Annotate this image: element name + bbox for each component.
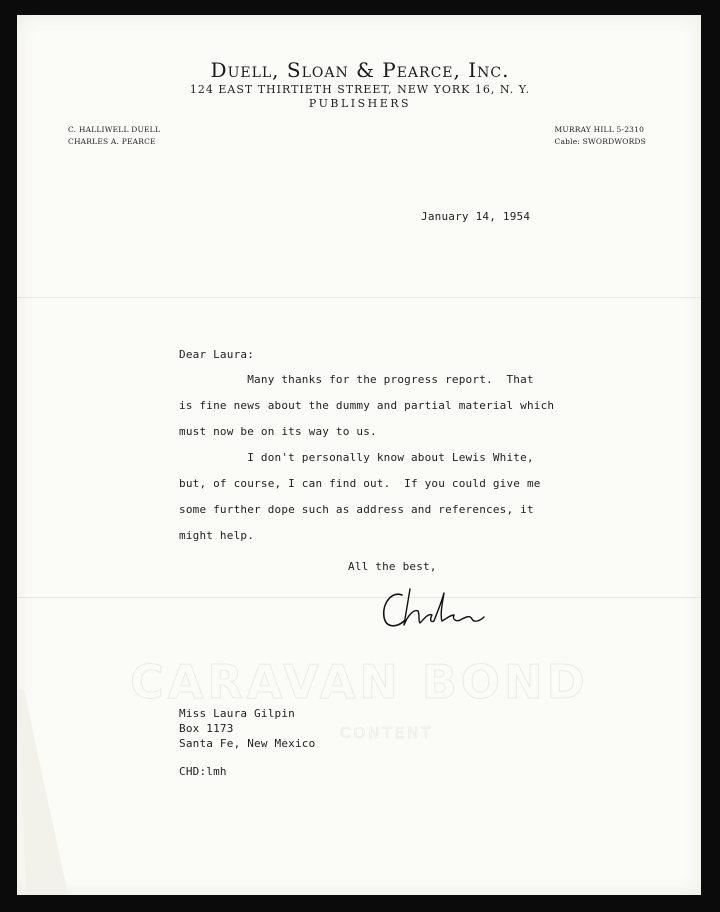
body-line: Many thanks for the progress report. That xyxy=(179,373,534,386)
letter-date: January 14, 1954 xyxy=(421,210,531,223)
closing: All the best, xyxy=(348,560,437,573)
recipient-line: Box 1173 xyxy=(179,722,234,735)
body-line: is fine news about the dummy and partial material which xyxy=(179,399,555,412)
letter-body xyxy=(179,373,579,555)
body-line: I don't personally know about Lewis White, xyxy=(179,451,534,464)
salutation: Dear Laura: xyxy=(179,348,255,361)
reference-initials: CHD:lmh xyxy=(179,765,227,778)
officer-name: CHARLES A. PEARCE xyxy=(68,137,156,146)
body-line: some further dope such as address and references, it xyxy=(179,503,534,516)
fold-line-upper xyxy=(17,297,701,298)
recipient-address xyxy=(179,706,315,751)
officers-list xyxy=(68,124,160,148)
phone-number: MURRAY HILL 5-2310 xyxy=(554,125,645,134)
fold-line-lower xyxy=(17,597,701,598)
body-line: might help. xyxy=(179,529,255,542)
company-name: Duell, Sloan & Pearce, Inc. xyxy=(210,58,510,82)
handwritten-signature xyxy=(380,585,490,640)
paper-watermark-sub: CONTENT xyxy=(340,724,434,742)
company-address: 124 EAST THIRTIETH STREET, NEW YORK 16, N. Y. xyxy=(189,83,531,96)
signature-icon xyxy=(380,585,490,635)
body-line: but, of course, I can find out. If you could give me xyxy=(179,477,541,490)
officer-name: C. HALLIWELL DUELL xyxy=(68,125,161,134)
company-role: PUBLISHERS xyxy=(308,97,412,110)
paper-watermark: CARAVAN BOND xyxy=(130,655,589,709)
cable-address: Cable: SWORDWORDS xyxy=(554,137,646,146)
recipient-line: Miss Laura Gilpin xyxy=(179,707,295,720)
contact-info xyxy=(555,124,646,148)
body-line: must now be on its way to us. xyxy=(179,425,377,438)
recipient-line: Santa Fe, New Mexico xyxy=(179,737,316,750)
